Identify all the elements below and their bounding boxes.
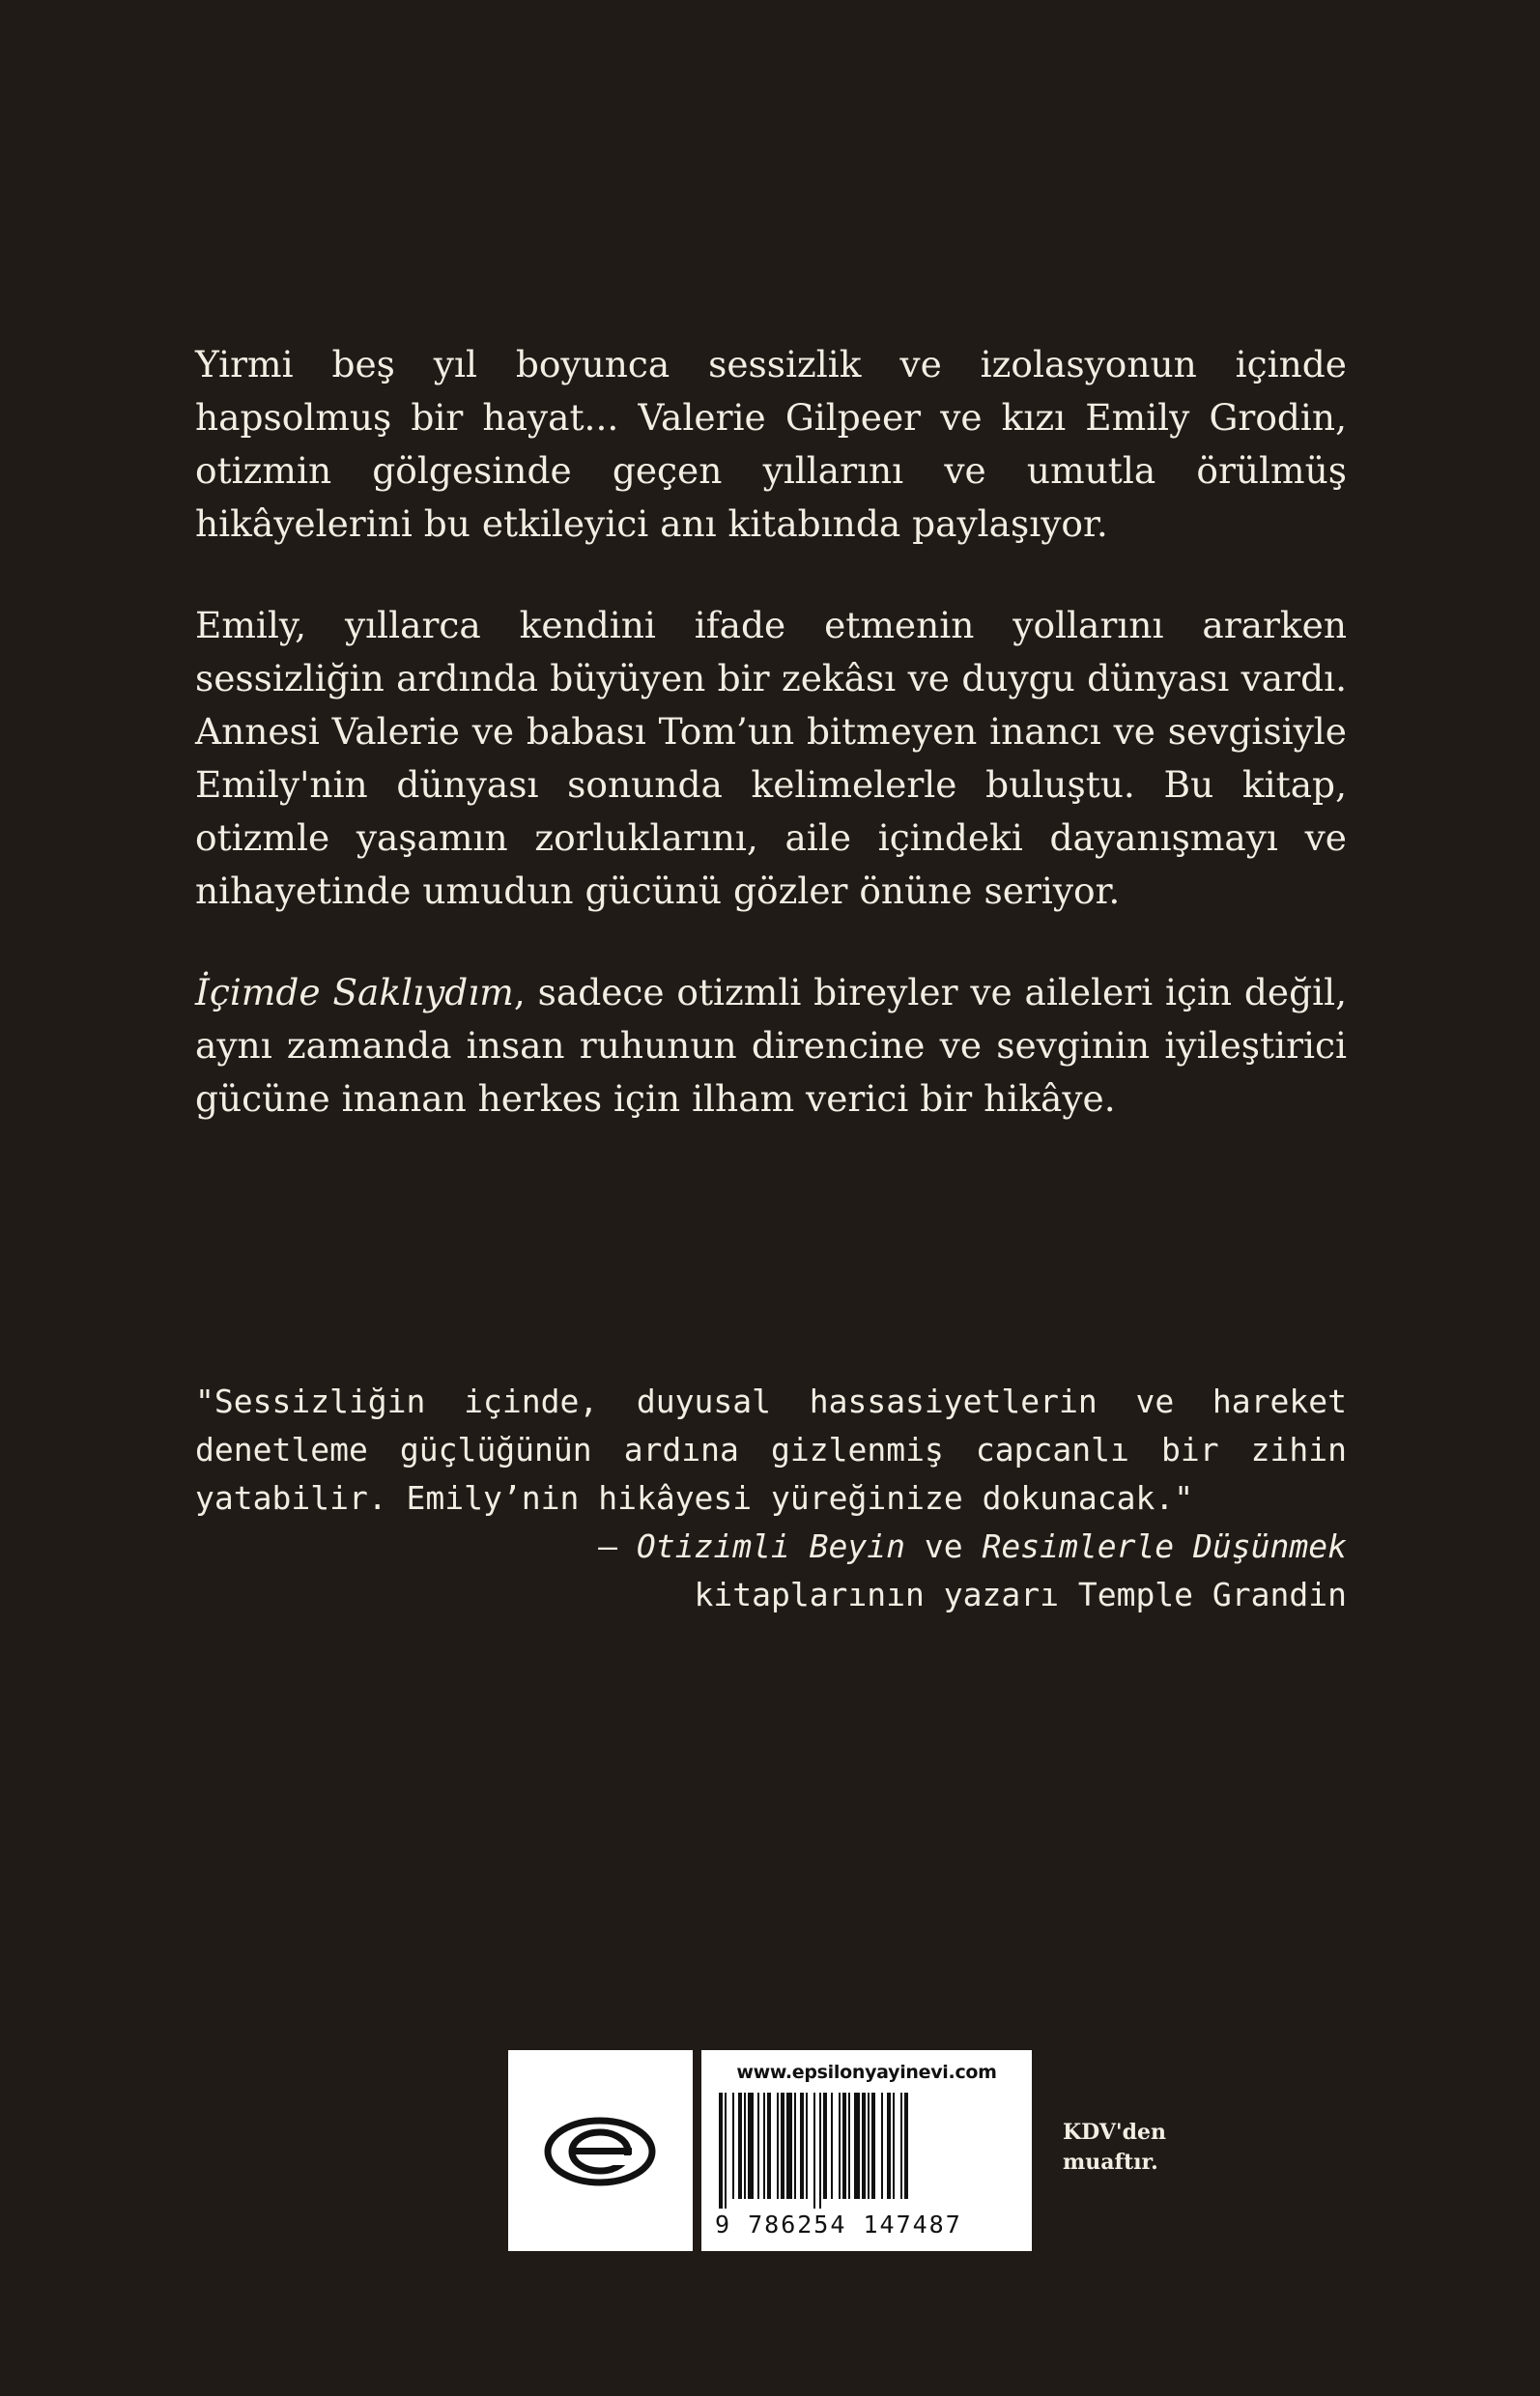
barcode-bar <box>732 2093 734 2199</box>
barcode-bar <box>893 2093 895 2199</box>
tax-note-line-2: muaftır. <box>1063 2150 1158 2175</box>
barcode-bar <box>748 2093 754 2199</box>
barcode-bar <box>823 2093 827 2199</box>
barcode-bar <box>862 2093 866 2199</box>
quote-attribution-line-1 <box>195 1523 1347 1571</box>
barcode-bar <box>842 2093 846 2199</box>
barcode-bar <box>767 2093 771 2199</box>
barcode-bar <box>800 2093 804 2199</box>
blurb-paragraph-3-text: , sadece otizmli bireyler ve aileleri için değil, aynı zamanda insan ruhunun direncine ve sevginin iyileştirici gücüne inanan herkes için ilham verici bir hikâye. <box>195 971 1347 1120</box>
barcode-bar <box>854 2093 860 2199</box>
isbn-number: 9 786254 147487 <box>715 2211 962 2239</box>
quote-attribution-line-2: kitaplarının yazarı Temple Grandin <box>694 1576 1347 1613</box>
barcode-bar <box>881 2093 883 2199</box>
barcode-bar <box>813 2093 815 2209</box>
back-cover-blurb <box>195 338 1347 1126</box>
barcode-bar <box>871 2093 875 2199</box>
barcode-bar <box>887 2093 891 2199</box>
attribution-dash: – <box>598 1527 637 1565</box>
blurb-paragraph-2: Emily, yıllarca kendini ifade etmenin yollarını ararken sessizliğin ardında büyüyen bir zekâsı ve duygu dünyası vardı. Annesi Valerie ve babası Tom’un bitmeyen inancı ve sevgisiyle Emily'nin dünyası sonunda kelimelerle buluştu. Bu kitap, otizmle yaşamın zorluklarını, aile içindeki dayanışmayı ve nihayetinde umudun gücünü gözler önüne seriyor. <box>195 604 1347 912</box>
publisher-website: www.epsilonyayinevi.com <box>736 2062 997 2083</box>
attribution-book-1: Otizimli Beyin <box>636 1527 906 1565</box>
endorsement-quote <box>195 1378 1347 1619</box>
barcode-bar <box>900 2093 902 2199</box>
barcode-bar <box>725 2093 727 2209</box>
barcode-bar <box>763 2093 765 2199</box>
publisher-logo-box <box>508 2050 693 2251</box>
barcode-bar <box>904 2093 908 2199</box>
barcode-bar <box>786 2093 792 2199</box>
barcode-bar <box>781 2093 784 2199</box>
barcode-bar <box>806 2093 808 2199</box>
barcode-bar <box>738 2093 742 2199</box>
barcode-bar <box>868 2093 870 2199</box>
barcode-bar <box>839 2093 841 2199</box>
barcode-bar <box>831 2093 833 2199</box>
barcode-bar <box>744 2093 746 2199</box>
barcode-bar <box>794 2093 796 2199</box>
tax-exempt-note <box>1063 2118 1166 2178</box>
barcode-bar <box>848 2093 850 2199</box>
barcode-icon <box>719 2093 1014 2209</box>
tax-note-line-1: KDV'den <box>1063 2120 1166 2145</box>
barcode-bar <box>719 2093 723 2209</box>
barcode-bar <box>757 2093 759 2199</box>
barcode-bar <box>777 2093 779 2199</box>
blurb-paragraph-1: Yirmi beş yıl boyunca sessizlik ve izolasyonun içinde hapsolmuş bir hayat... Valerie Gilpeer ve kızı Emily Grodin, otizmin gölgesinde geçen yıllarını ve umutla örülmüş hikâyelerini bu etkileyici anı kitabında paylaşıyor. <box>195 343 1347 545</box>
blurb-paragraph-3 <box>195 966 1347 1126</box>
epsilon-e-logo-icon <box>543 2116 657 2187</box>
attribution-book-2: Resimlerle Düşünmek <box>982 1527 1347 1565</box>
book-title: İçimde Saklıydım <box>195 971 514 1013</box>
quote-text: "Sessizliğin içinde, duyusal hassasiyetlerin ve hareket denetleme güçlüğünün ardına gizlenmiş capcanlı bir zihin yatabilir. Emily’nin hikâyesi yüreğinize dokunacak." <box>195 1383 1347 1517</box>
isbn-barcode-box <box>701 2050 1032 2251</box>
barcode-bar <box>819 2093 821 2209</box>
attribution-connector: ve <box>905 1527 983 1565</box>
